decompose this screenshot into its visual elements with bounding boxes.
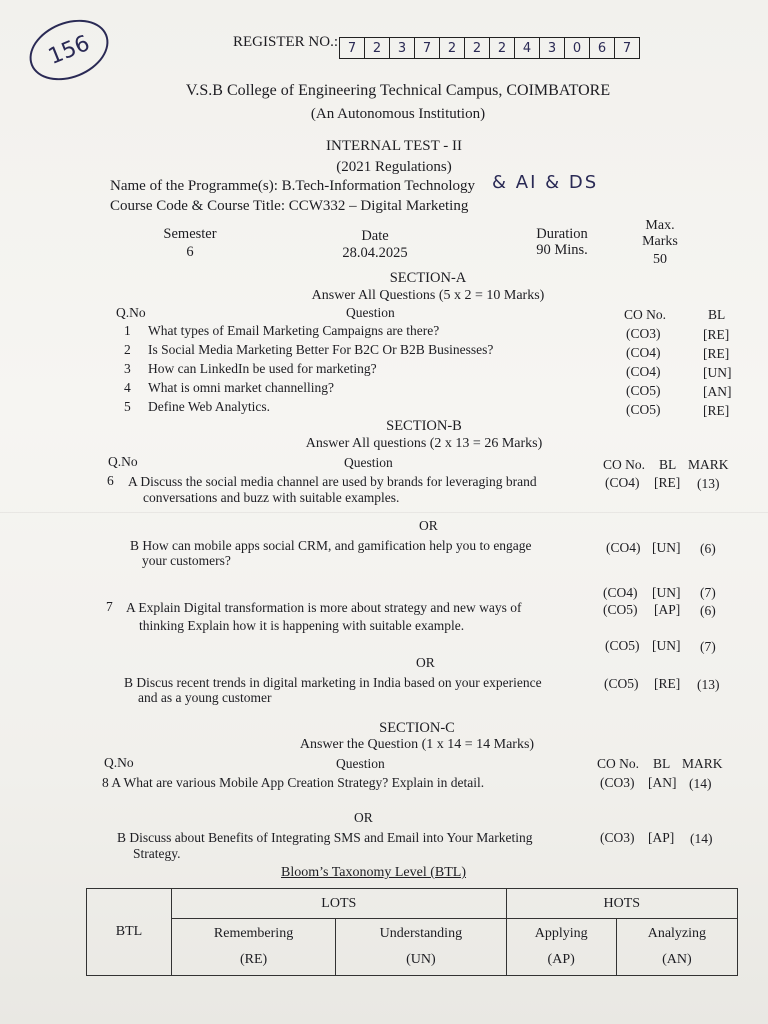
btl-level-code: (AP) [547,952,575,967]
question-text-continued: conversations and buzz with suitable examples. [143,490,400,505]
question-number: 2 [124,342,131,357]
handwritten-number-text: 156 [44,30,94,70]
question-co: (CO4) [603,585,638,600]
question-co: (CO5) [603,602,638,617]
question-number: 6 [107,473,114,488]
btl-level-code: (RE) [239,952,268,967]
section-c-title: SECTION-C [379,720,455,736]
question-number: 4 [124,380,131,395]
section-c-mark-header: MARK [682,756,723,771]
question-text-continued: your customers? [142,553,231,568]
question-text: Is Social Media Marketing Better For B2C Or B2B Businesses? [148,342,494,357]
btl-title: Bloom’s Taxonomy Level (BTL) [281,865,467,880]
question-co: (CO5) [605,638,640,653]
section-a-co-header: CO No. [624,307,667,322]
section-a-question-header: Question [346,305,395,320]
section-b-title: SECTION-B [386,418,462,434]
register-digit: 3 [389,37,415,59]
question-co: (CO5) [604,676,639,691]
register-label: REGISTER NO.: [233,34,338,50]
question-co: (CO3) [626,326,661,341]
question-text: B Discuss about Benefits of Integrating SMS and Email into Your Marketing [117,830,533,845]
section-c-qno-header: Q.No [104,755,134,770]
question-bl: [AN] [648,775,677,790]
section-a-bl-header: BL [708,307,726,322]
question-mark: (7) [700,585,716,600]
section-c-bl-header: BL [653,756,671,771]
btl-level-analyzing [616,919,737,976]
section-a-qno-header: Q.No [116,305,146,320]
question-bl: [RE] [654,676,681,691]
question-bl: [RE] [703,327,730,342]
btl-level-understanding [336,919,507,976]
btl-level-remembering [172,919,336,976]
question-mark: (6) [700,603,716,618]
register-digit: 3 [539,37,565,59]
question-co: (CO5) [626,383,661,398]
question-co: (CO4) [626,345,661,360]
max-marks-label-1: Max. [645,218,675,233]
duration-value: 90 Mins. [536,242,588,258]
section-b-co-header: CO No. [603,457,646,472]
question-bl: [AP] [648,830,675,845]
question-text: What types of Email Marketing Campaigns are there? [148,323,440,338]
btl-level-applying [506,919,616,976]
max-marks-label-2: Marks [642,234,678,249]
max-marks-value: 50 [653,252,667,267]
section-b-qno-header: Q.No [108,454,138,469]
question-number: 1 [124,323,131,338]
question-co: (CO3) [600,775,635,790]
btl-level-name: Remembering [213,926,294,941]
question-bl: [UN] [652,638,681,653]
question-co: (CO4) [606,540,641,555]
institution-status: (An Autonomous Institution) [310,106,486,122]
paper-fold-line [0,512,768,513]
date-label: Date [361,228,389,244]
register-digit: 0 [564,37,590,59]
course-title: Course Code & Course Title: CCW332 – Digital Marketing [110,198,469,214]
test-title: INTERNAL TEST - II [326,138,462,154]
semester-value: 6 [186,244,194,260]
question-bl: [UN] [703,365,732,380]
question-bl: [RE] [703,403,730,418]
section-c-co-header: CO No. [597,756,640,771]
section-b-question-header: Question [344,455,393,470]
register-digit: 2 [439,37,465,59]
question-bl: [UN] [652,585,681,600]
question-text: 8 A What are various Mobile App Creation Strategy? Explain in detail. [102,775,485,790]
question-text: B How can mobile apps social CRM, and gamification help you to engage [130,538,532,553]
register-number-boxes [340,37,640,59]
question-text-continued: thinking Explain how it is happening with suitable example. [139,618,465,633]
question-number: 5 [124,399,131,414]
question-co: (CO4) [605,475,640,490]
lots-header: LOTS [172,889,507,919]
question-text: What is omni market channelling? [148,380,334,395]
register-digit: 7 [339,37,365,59]
question-mark: (7) [700,639,716,654]
section-a-instruction: Answer All Questions (5 x 2 = 10 Marks) [311,288,545,303]
btl-level-code: (UN) [406,952,436,967]
btl-level-name: Analyzing [647,926,707,941]
register-digit: 2 [489,37,515,59]
section-b-instruction: Answer All questions (2 x 13 = 26 Marks) [305,436,543,451]
question-text: Define Web Analytics. [148,399,271,414]
question-text: A Discuss the social media channel are used by brands for leveraging brand [128,474,537,489]
question-text: How can LinkedIn be used for marketing? [148,361,377,376]
question-text: B Discus recent trends in digital marketing in India based on your experience [124,675,542,690]
register-digit: 2 [464,37,490,59]
college-name: V.S.B College of Engineering Technical Campus, COIMBATORE [185,82,611,99]
question-number: 7 [106,599,113,614]
section-b-mark-header: MARK [688,457,729,472]
section-c-question-header: Question [336,756,385,771]
register-digit: 6 [589,37,615,59]
section-c-instruction: Answer the Question (1 x 14 = 14 Marks) [299,737,535,752]
section-b-bl-header: BL [659,457,677,472]
handwritten-circled-number [20,9,117,92]
regulations: (2021 Regulations) [336,159,452,175]
question-mark: (6) [700,541,716,556]
register-digit: 7 [614,37,640,59]
question-bl: [UN] [652,540,681,555]
date-value: 28.04.2025 [342,245,408,261]
btl-level-code: (AN) [662,952,692,967]
question-text: A Explain Digital transformation is more about strategy and new ways of [126,600,522,615]
question-bl: [AN] [703,384,732,399]
or-separator: OR [416,655,435,670]
question-bl: [AP] [654,602,681,617]
section-a-title: SECTION-A [389,270,467,286]
question-number: 3 [124,361,131,376]
btl-level-name: Understanding [379,926,463,941]
programme-handwritten-note: & AI & DS [492,172,599,193]
question-co: (CO4) [626,364,661,379]
register-digit: 4 [514,37,540,59]
question-bl: [RE] [703,346,730,361]
question-bl: [RE] [654,475,681,490]
question-mark: (13) [697,677,720,692]
question-text-continued: Strategy. [133,846,181,861]
question-co: (CO3) [600,830,635,845]
register-digit: 7 [414,37,440,59]
bloom-taxonomy-table [86,888,738,976]
or-separator: OR [354,810,373,825]
hots-header: HOTS [506,889,737,919]
question-mark: (14) [690,831,713,846]
question-co: (CO5) [626,402,661,417]
question-mark: (14) [689,776,712,791]
duration-label: Duration [536,226,588,242]
or-separator: OR [419,518,438,533]
question-text-continued: and as a young customer [138,690,272,705]
btl-level-name: Applying [534,926,588,941]
programme-name: Name of the Programme(s): B.Tech-Information Technology [110,178,476,194]
register-digit: 2 [364,37,390,59]
semester-label: Semester [163,226,217,242]
btl-row-label: BTL [87,889,172,976]
question-mark: (13) [697,476,720,491]
